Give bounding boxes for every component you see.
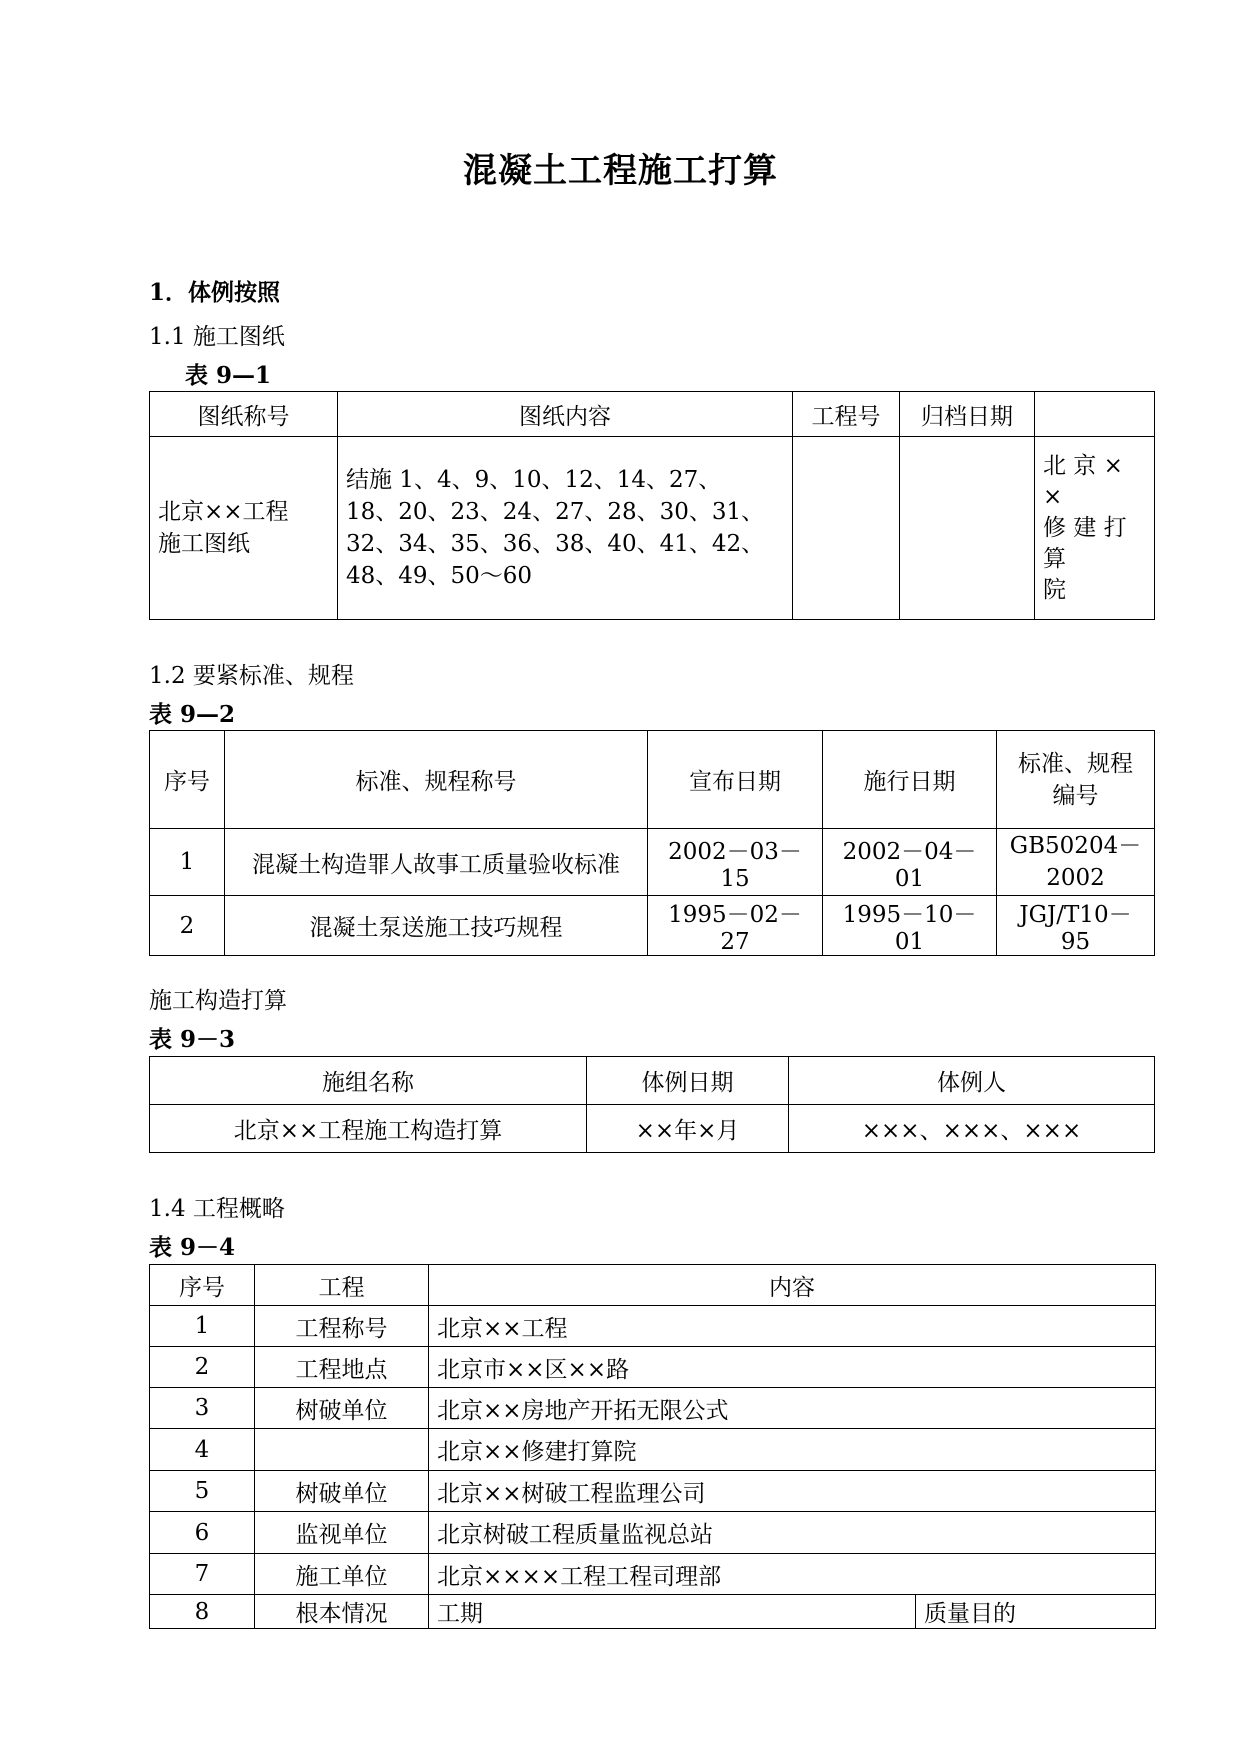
table-cell: 混凝土构造罪人故事工质量验收标准 bbox=[225, 829, 648, 896]
table-cell: 3 bbox=[150, 1388, 255, 1429]
table-header-cell: 施组名称 bbox=[150, 1057, 587, 1105]
table-header-cell: 序号 bbox=[150, 1265, 255, 1306]
table-cell: 4 bbox=[150, 1429, 255, 1471]
table-cell: 5 bbox=[150, 1471, 255, 1512]
table-cell: 根本情况 bbox=[255, 1595, 429, 1629]
table-cell: 6 bbox=[150, 1512, 255, 1554]
table-cell: 1 bbox=[150, 829, 225, 896]
table-9-3 bbox=[149, 1056, 1155, 1153]
subsection-1-2: 1.2 要紧标准、规程 bbox=[149, 663, 354, 689]
table-9-2-caption: 表 9—2 bbox=[149, 701, 236, 728]
section-heading-1: 1．体例按照 bbox=[149, 279, 281, 306]
subsection-1-4: 1.4 工程概略 bbox=[149, 1196, 285, 1222]
table-row bbox=[150, 1554, 1156, 1595]
table-row bbox=[150, 829, 1155, 896]
table-header-cell: 归档日期 bbox=[900, 392, 1035, 437]
table-row bbox=[150, 1471, 1156, 1512]
table-header-cell: 图纸内容 bbox=[338, 392, 793, 437]
subsection-1-3: 施工构造打算 bbox=[149, 988, 287, 1014]
table-header-cell: 图纸称号 bbox=[150, 392, 338, 437]
table-header-cell: 标准、规程 编号 bbox=[997, 731, 1155, 829]
table-row bbox=[150, 437, 1155, 620]
table-cell bbox=[793, 437, 900, 620]
table-header-cell: 施行日期 bbox=[823, 731, 997, 829]
table-cell: JGJ/T10－95 bbox=[997, 896, 1155, 956]
table-cell: 监视单位 bbox=[255, 1512, 429, 1554]
table-header-row bbox=[150, 392, 1155, 437]
document-title: 混凝土工程施工打算 bbox=[463, 151, 778, 191]
table-9-4-caption: 表 9－4 bbox=[149, 1234, 236, 1261]
table-cell: 树破单位 bbox=[255, 1388, 429, 1429]
table-row bbox=[150, 1347, 1156, 1388]
table-cell: 2002－03－15 bbox=[648, 829, 823, 896]
table-header-cell: 序号 bbox=[150, 731, 225, 829]
table-header-cell: 宣布日期 bbox=[648, 731, 823, 829]
table-9-4 bbox=[149, 1264, 1156, 1629]
table-row bbox=[150, 896, 1155, 956]
table-row bbox=[150, 1306, 1156, 1347]
table-cell: 工程称号 bbox=[255, 1306, 429, 1347]
table-cell bbox=[900, 437, 1035, 620]
table-row bbox=[150, 1429, 1156, 1471]
table-9-2 bbox=[149, 730, 1155, 956]
table-cell: 工程地点 bbox=[255, 1347, 429, 1388]
table-cell: 北京树破工程质量监视总站 bbox=[429, 1512, 1156, 1554]
table-cell: 工期 bbox=[429, 1595, 916, 1629]
table-header-cell: 内容 bbox=[429, 1265, 1156, 1306]
table-row bbox=[150, 1388, 1156, 1429]
table-cell: 北京××工程 施工图纸 bbox=[150, 437, 338, 620]
table-header-row bbox=[150, 731, 1155, 829]
table-row bbox=[150, 1512, 1156, 1554]
table-cell: 1995－02－27 bbox=[648, 896, 823, 956]
table-header-cell: 标准、规程称号 bbox=[225, 731, 648, 829]
table-cell: GB50204－ 2002 bbox=[997, 829, 1155, 896]
table-cell: 结施 1、4、9、10、12、14、27、 18、20、23、24、27、28、30、31、 32、34、35、36、38、40、41、42、 48、49、50～60 bbox=[338, 437, 793, 620]
table-header-cell: 工程号 bbox=[793, 392, 900, 437]
table-9-1-caption: 表 9—1 bbox=[185, 362, 272, 389]
table-header-cell bbox=[1035, 392, 1155, 437]
table-header-row bbox=[150, 1057, 1155, 1105]
table-cell: 混凝土泵送施工技巧规程 bbox=[225, 896, 648, 956]
table-cell: 8 bbox=[150, 1595, 255, 1629]
table-cell: 北京××工程 bbox=[429, 1306, 1156, 1347]
table-header-row bbox=[150, 1265, 1156, 1306]
table-cell: 北 京 × × 修 建 打 算 院 bbox=[1035, 437, 1155, 620]
table-cell: 质量目的 bbox=[916, 1595, 1156, 1629]
subsection-1-1: 1.1 施工图纸 bbox=[149, 324, 285, 350]
table-row bbox=[150, 1595, 1156, 1629]
table-cell: 北京××工程施工构造打算 bbox=[150, 1105, 587, 1153]
table-cell: 施工单位 bbox=[255, 1554, 429, 1595]
table-cell: ×××、×××、××× bbox=[789, 1105, 1155, 1153]
table-cell bbox=[255, 1429, 429, 1471]
table-cell: 北京××房地产开拓无限公式 bbox=[429, 1388, 1156, 1429]
table-cell: 北京××树破工程监理公司 bbox=[429, 1471, 1156, 1512]
table-cell: 北京××××工程工程司理部 bbox=[429, 1554, 1156, 1595]
table-cell: 7 bbox=[150, 1554, 255, 1595]
table-cell: 北京××修建打算院 bbox=[429, 1429, 1156, 1471]
table-row bbox=[150, 1105, 1155, 1153]
table-cell: 北京市××区××路 bbox=[429, 1347, 1156, 1388]
table-cell: 1 bbox=[150, 1306, 255, 1347]
table-cell: 2002－04－01 bbox=[823, 829, 997, 896]
table-header-cell: 体例人 bbox=[789, 1057, 1155, 1105]
table-cell: ××年×月 bbox=[587, 1105, 789, 1153]
table-header-cell: 工程 bbox=[255, 1265, 429, 1306]
table-cell: 树破单位 bbox=[255, 1471, 429, 1512]
table-9-3-caption: 表 9－3 bbox=[149, 1026, 236, 1053]
table-cell: 2 bbox=[150, 1347, 255, 1388]
table-header-cell: 体例日期 bbox=[587, 1057, 789, 1105]
table-cell: 1995－10－01 bbox=[823, 896, 997, 956]
table-cell: 2 bbox=[150, 896, 225, 956]
table-9-1 bbox=[149, 391, 1155, 620]
